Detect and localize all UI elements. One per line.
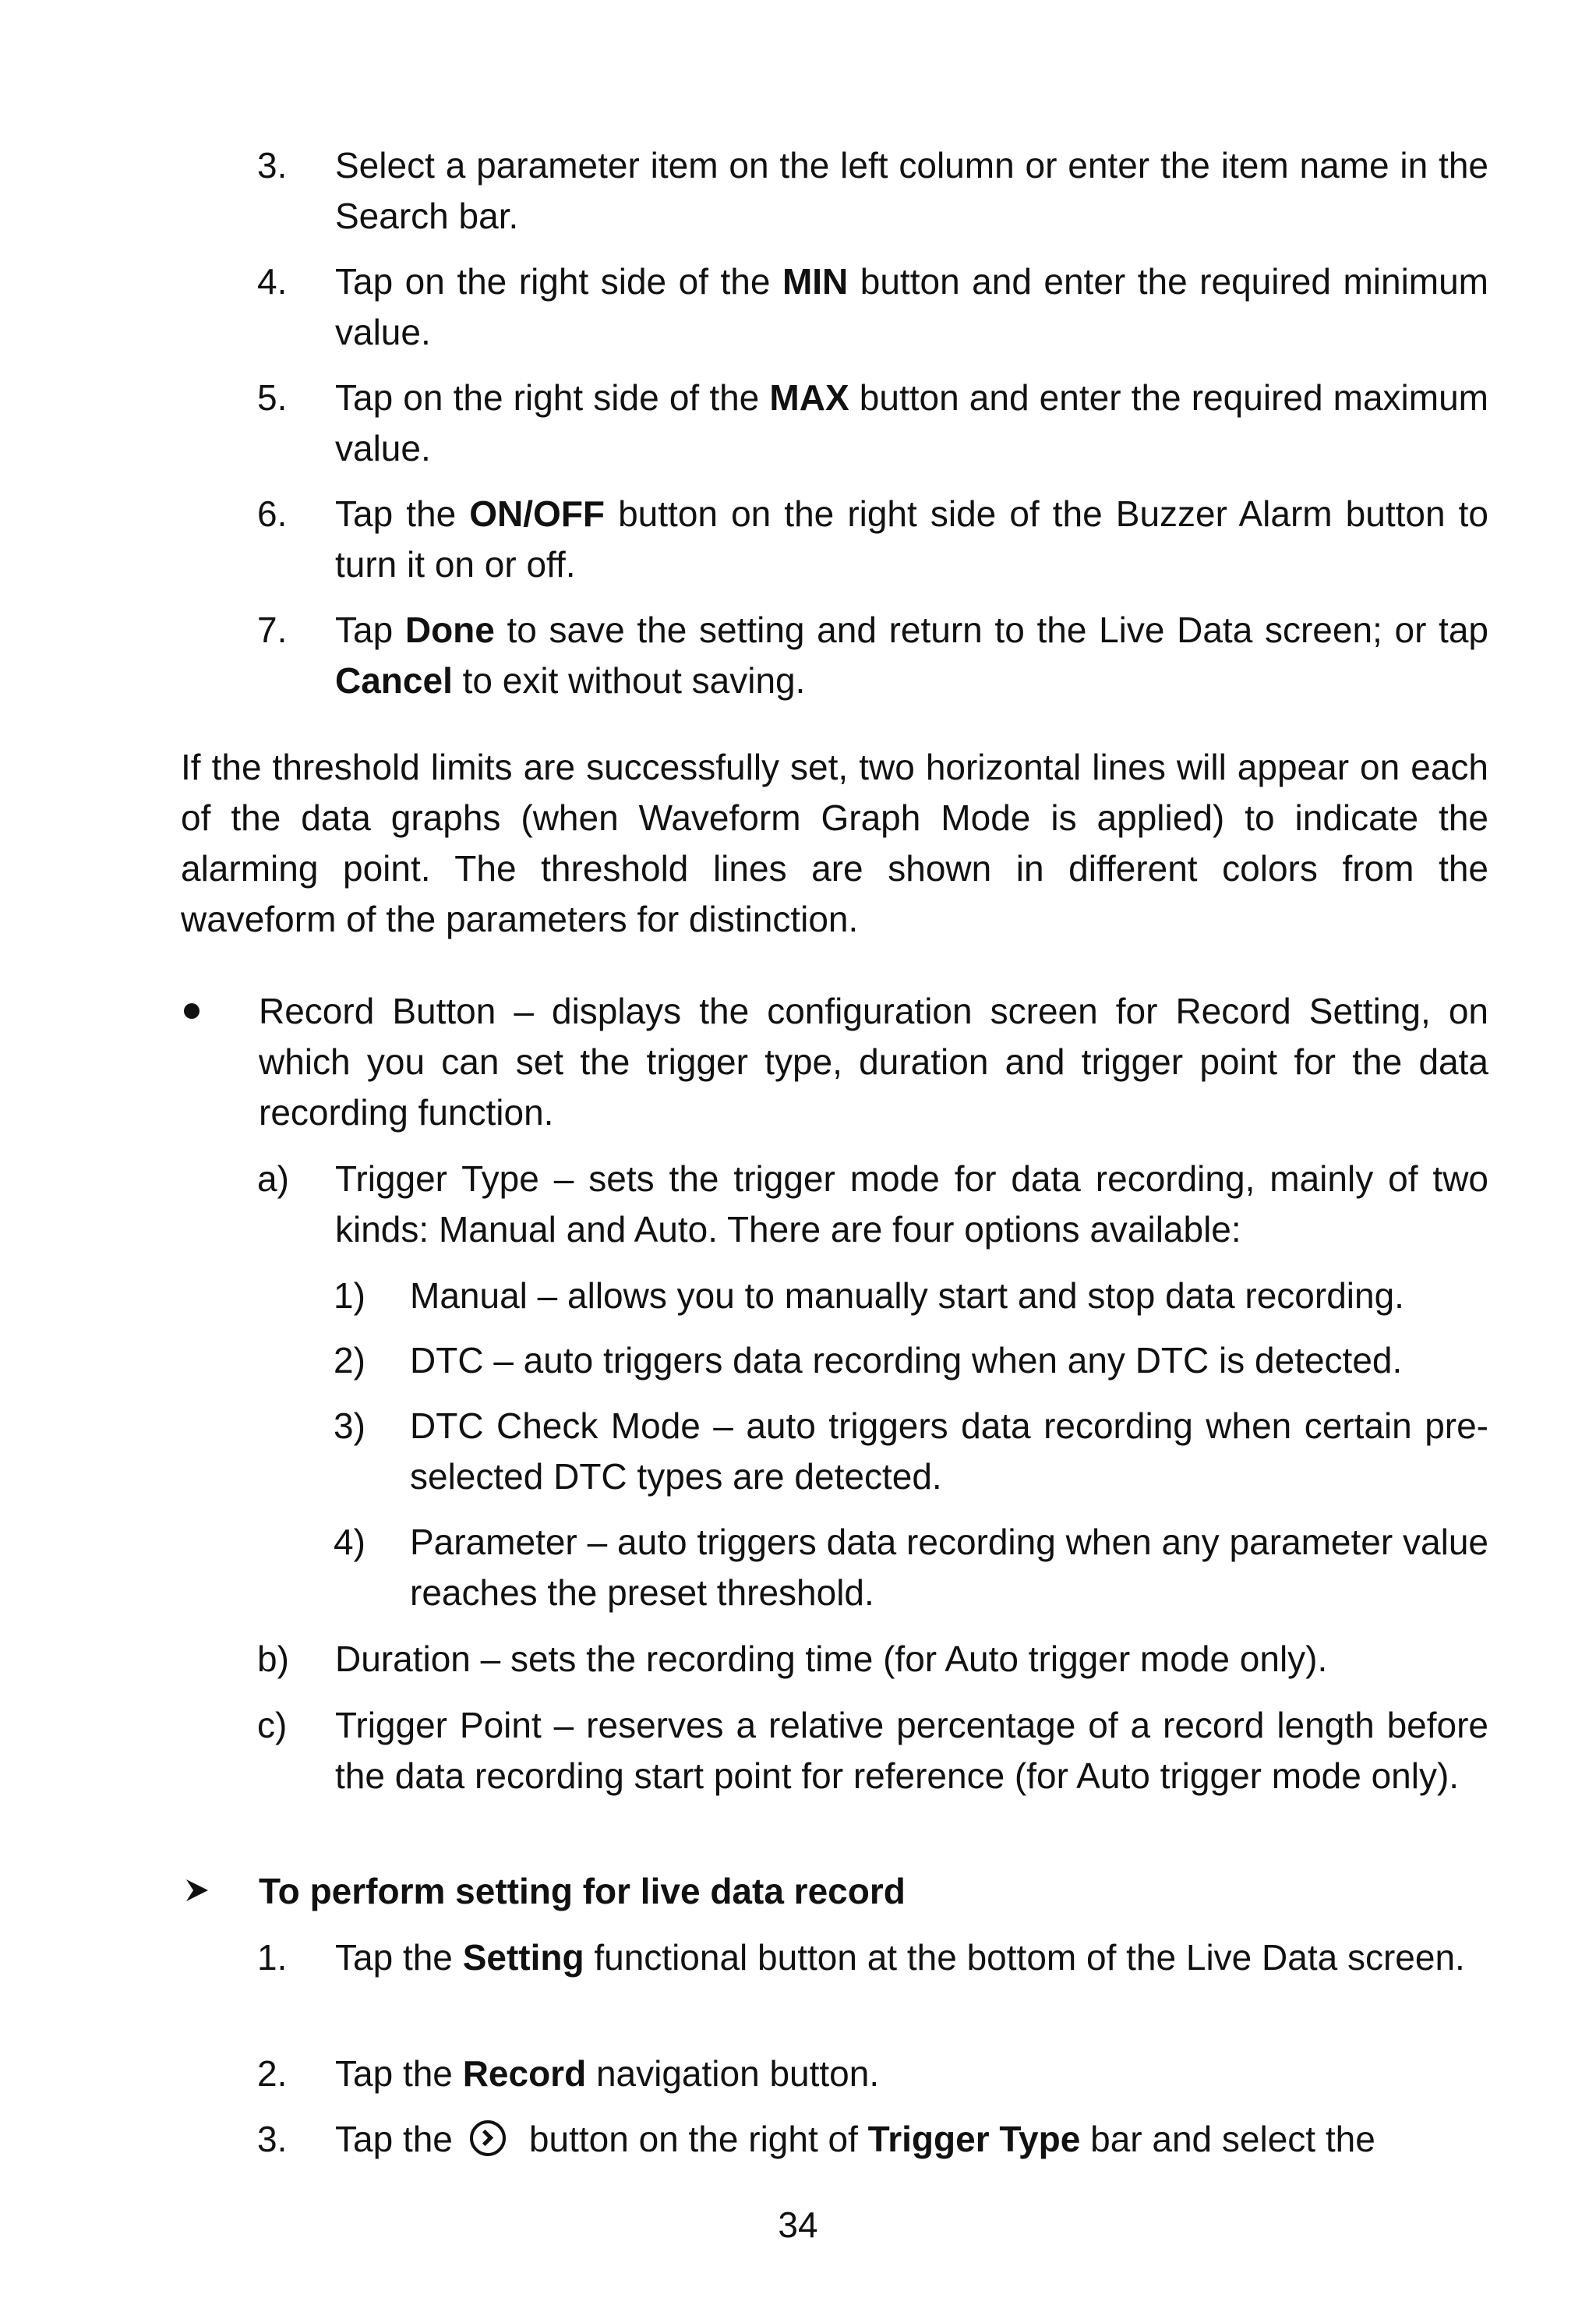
bold-term: Setting [462,1937,584,1978]
bold-term: Cancel [335,660,453,701]
step-2-bottom [257,2049,1488,2099]
option-label: 1) [334,1275,365,1316]
option-dtc-check-mode [334,1401,1488,1502]
circle-arrow-right-icon [470,2120,506,2156]
option-label: 4) [334,1522,365,1562]
step-text [335,1932,1488,1983]
bullet-dot-icon [184,1003,200,1019]
sub-item-text: Duration – sets the recording time (for Auto trigger mode only). [335,1639,1328,1679]
step-text [335,2114,1488,2165]
procedure-heading [184,1866,1488,1917]
step-5 [257,373,1488,474]
text-run: button and enter the required minimum value. [335,261,1489,352]
text-run: button and enter the required maximum value. [335,377,1488,468]
text-run: to save the setting and return to the Live Data screen; or tap [494,610,1488,650]
step-4 [257,256,1488,358]
step-3 [257,140,1488,242]
text-run: navigation button. [586,2053,880,2094]
bold-term: Done [404,610,495,650]
step-text [335,373,1488,474]
text-run: Tap the [335,493,470,534]
sub-item-label: c) [257,1705,288,1745]
step-text-end: bar and select the [1080,2119,1375,2159]
text-run: Select a parameter item on the left column or enter the item name in the Search bar. [335,145,1488,236]
step-number: 1. [257,1937,288,1978]
sub-item-label: b) [257,1639,289,1679]
option-dtc [334,1335,1488,1386]
sub-item-text: Trigger Point – reserves a relative percentage of a record length before the data recording start point for reference (for Auto trigger mode only). [335,1705,1488,1796]
step-text [335,256,1488,358]
sub-item-trigger-type [257,1154,1488,1255]
arrowhead-bullet-icon [184,1877,210,1904]
step-text [335,489,1488,590]
text-run: Tap [335,610,405,650]
text-run: Tap the [335,2053,463,2094]
step-number: 6. [257,493,288,534]
step-number: 7. [257,610,288,650]
sub-item-label: a) [257,1158,289,1199]
step-number: 2. [257,2053,288,2094]
record-button-bullet [184,986,1488,1138]
text-run: to exit without saving. [452,660,806,701]
step-6 [257,489,1488,590]
option-text: DTC Check Mode – auto triggers data recording when certain pre-selected DTC types are detected. [410,1405,1488,1497]
text-run: Tap on the right side of the [335,377,770,418]
bold-term: ON/OFF [469,493,606,534]
bullet-text: Record Button – displays the configuration screen for Record Setting, on which you can set the trigger type, duration and trigger point for the data recording function. [259,991,1488,1133]
sub-item-duration [257,1634,1488,1685]
step-number: 3. [257,2119,288,2159]
bold-term: Record [462,2053,587,2094]
step-text [335,605,1488,706]
text-run: Tap on the right side of the [335,261,782,302]
text-run: button on the right side of the Buzzer Alarm button to turn it on or off. [335,493,1488,585]
page-number: 34 [778,2204,818,2245]
option-manual [334,1271,1488,1321]
step-text-after: button on the right of [528,2119,868,2159]
option-label: 2) [334,1340,365,1381]
bold-term: MAX [769,377,849,418]
step-number: 4. [257,261,288,302]
option-parameter [334,1517,1488,1618]
sub-item-trigger-point [257,1700,1488,1801]
trigger-type-label: Trigger Type [867,2119,1081,2159]
step-text [335,2049,1488,2099]
step-7 [257,605,1488,706]
sub-item-text: Trigger Type – sets the trigger mode for data recording, mainly of two kinds: Manual and Auto. There are four options available: [335,1158,1488,1250]
procedure-heading-text: To perform setting for live data record [259,1871,906,1911]
text-run: Tap the [335,1937,463,1978]
option-text: Parameter – auto triggers data recording when any parameter value reaches the preset threshold. [410,1522,1488,1613]
text-run: functional button at the bottom of the Live Data screen. [584,1937,1465,1978]
step-text-before: Tap the [335,2119,453,2159]
option-text: Manual – allows you to manually start and stop data recording. [410,1275,1404,1316]
step-3-bottom [257,2114,1488,2165]
bold-term: MIN [782,261,849,302]
option-text: DTC – auto triggers data recording when any DTC is detected. [410,1340,1403,1381]
step-number: 3. [257,145,288,186]
step-text [335,140,1488,242]
option-label: 3) [334,1405,365,1446]
step-1-bottom [257,1932,1488,1983]
threshold-paragraph: If the threshold limits are successfully set, two horizontal lines will appear on each of the data graphs (when Waveform Graph Mode is applied) to indicate the alarming point. The threshold lines are shown in different colors from the waveform of the parameters for distinction. [181,747,1488,939]
step-number: 5. [257,377,288,418]
